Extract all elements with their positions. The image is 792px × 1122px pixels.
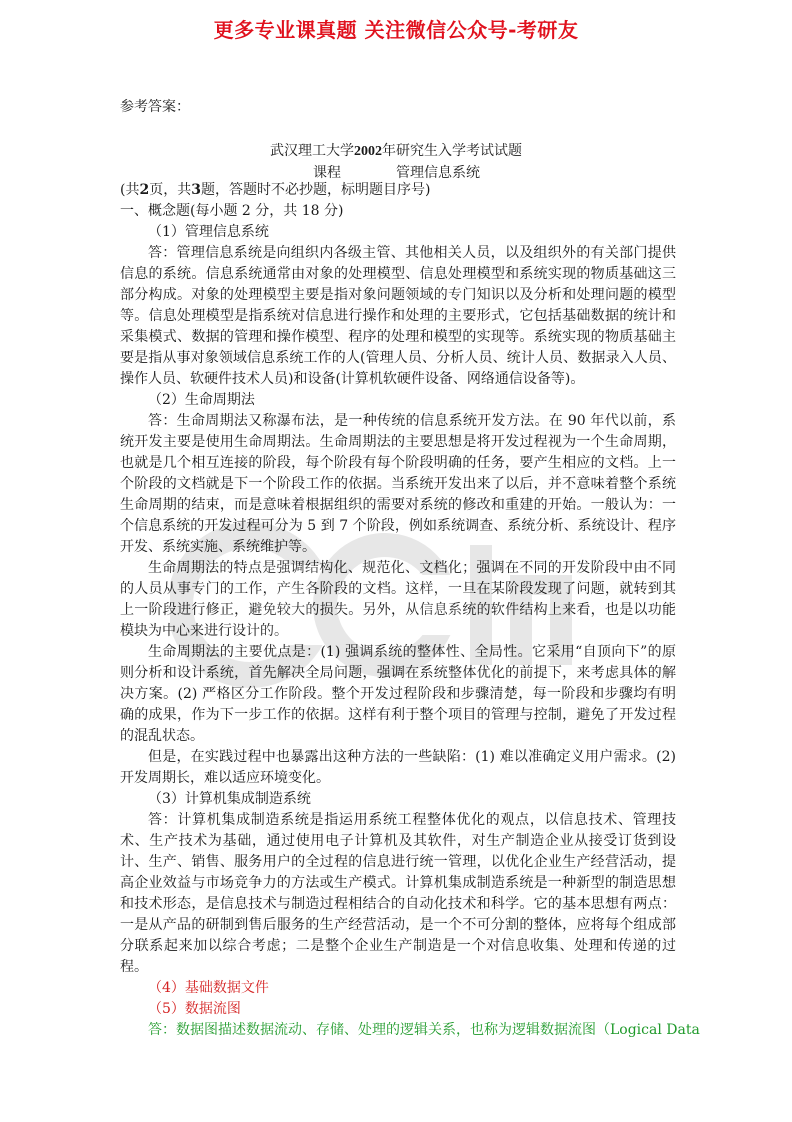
item-answer: 但是，在实践过程中也暴露出这种方法的一些缺陷：(1) 难以准确定义用户需求。(2) 开发周期长，难以适应环境变化。 [120, 749, 676, 786]
instructions-pages: 2 [139, 182, 150, 198]
item-heading: （3）计算机集成制造系统 [148, 791, 311, 807]
instructions-post: 题，答题时不必抄题，标明题目序号) [200, 182, 431, 198]
instructions-pre: (共 [120, 182, 140, 198]
answer-label: 参考答案： [120, 99, 190, 115]
instructions-questions: 3 [191, 182, 201, 198]
exam-title-university: 武汉理工大学 [270, 143, 354, 159]
item-answer: 生命周期法的特点是强调结构化、规范化、文档化；强调在不同的开发阶段中由不同的人员从事专门的工作，产生各阶段的文档。这样，一旦在某阶段发现了问题，就转到其上一阶段进行修正，避免较大的损失。另外，从信息系统的软件结构上来看，也是以功能模块为中心来进行设计的。 [120, 560, 676, 639]
promo-banner: 更多专业课真题 关注微信公众号-考研友 [213, 18, 579, 42]
item-answer: 答：生命周期法又称瀑布法，是一种传统的信息系统开发方法。在 90 年代以前，系统开发主要是使用生命周期法。生命周期法的主要思想是将开发过程视为一个生命周期，也就是几个相互连接的阶段，每个阶段有每个阶段明确的任务，要产生相应的文档。上一个阶段的文档就是下一个阶段工作的依据。当系统开发出来了以后，并不意味着整个系统生命周期的结束，而是意味着根据组织的需要对系统的修改和重建的开始。一般认为：一个信息系统的开发过程可分为 5 到 7 个阶段，例如系统调查、系统分析、系统设计、程序开发、系统实施、系统维护等。 [120, 413, 676, 555]
document-body [120, 180, 700, 1041]
section-heading: 一、概念题(每小题 2 分，共 18 分) [120, 203, 344, 219]
item-answer: 答：计算机集成制造系统是指运用系统工程整体优化的观点，以信息技术、管理技术、生产技术为基础，通过使用电子计算机及其软件，对生产制造企业从接受订货到设计、生产、销售、服务用户的全过程的信息进行统一管理，以优化企业生产经营活动，提高企业效益与市场竞争力的方法或生产模式。计算机集成制造系统是一种新型的制造思想和技术形态，是信息技术与制造过程相结合的自动化技术和科学。它的基本思想有两点：一是从产品的研制到售后服务的生产经营活动，是一个不可分割的整体，应将每个组成部分联系起来加以综合考虑；二是整个企业生产制造是一个对信息收集、处理和传递的过程。 [120, 812, 676, 975]
exam-title-suffix: 年研究生入学考试试题 [382, 143, 522, 159]
item-heading: （2）生命周期法 [148, 392, 255, 408]
item-heading: （1）管理信息系统 [148, 224, 269, 240]
item-answer: 生命周期法的主要优点是：(1) 强调系统的整体性、全局性。它采用“自顶向下”的原则分析和设计系统，首先解决全局问题，强调在系统整体优化的前提下，来考虑具体的解决方案。(2) 严格区分工作阶段。整个开发过程阶段和步骤清楚，每一阶段和步骤均有明确的成果，作为下一步工作的依据。这样有利于整个项目的管理与控制，避免了开发过程的混乱状态。 [120, 644, 676, 744]
course-name: 管理信息系统 [396, 165, 480, 181]
item-heading-highlight: （4）基础数据文件 [148, 980, 269, 996]
item-answer: 答：管理信息系统是向组织内各级主管、其他相关人员，以及组织外的有关部门提供信息的系统。信息系统通常由对象的处理模型、信息处理模型和系统实现的物质基础这三部分构成。对象的处理模型主要是指对象问题领域的专门知识以及分析和处理问题的模型等。信息处理模型是指系统对信息进行操作和处理的主要形式，它包括基础数据的统计和采集模式、数据的管理和操作模型、程序的处理和模型的实现等。系统实现的物质基础主要是指从事对象领域信息系统工作的人(管理人员、分析人员、统计人员、数据录入人员、操作人员、软硬件技术人员)和设备(计算机软硬件设备、网络通信设备等)。 [120, 245, 676, 387]
item-heading-highlight: （5）数据流图 [148, 1001, 241, 1017]
exam-instructions [120, 180, 676, 201]
exam-title-year: 2002 [354, 144, 382, 159]
instructions-mid: 页，共 [149, 182, 192, 198]
item-answer-highlight: 答：数据图描述数据流动、存储、处理的逻辑关系，也称为逻辑数据流图（Logical Data [148, 1022, 700, 1038]
course-label: 课程 [313, 165, 341, 181]
exam-title [0, 140, 792, 160]
